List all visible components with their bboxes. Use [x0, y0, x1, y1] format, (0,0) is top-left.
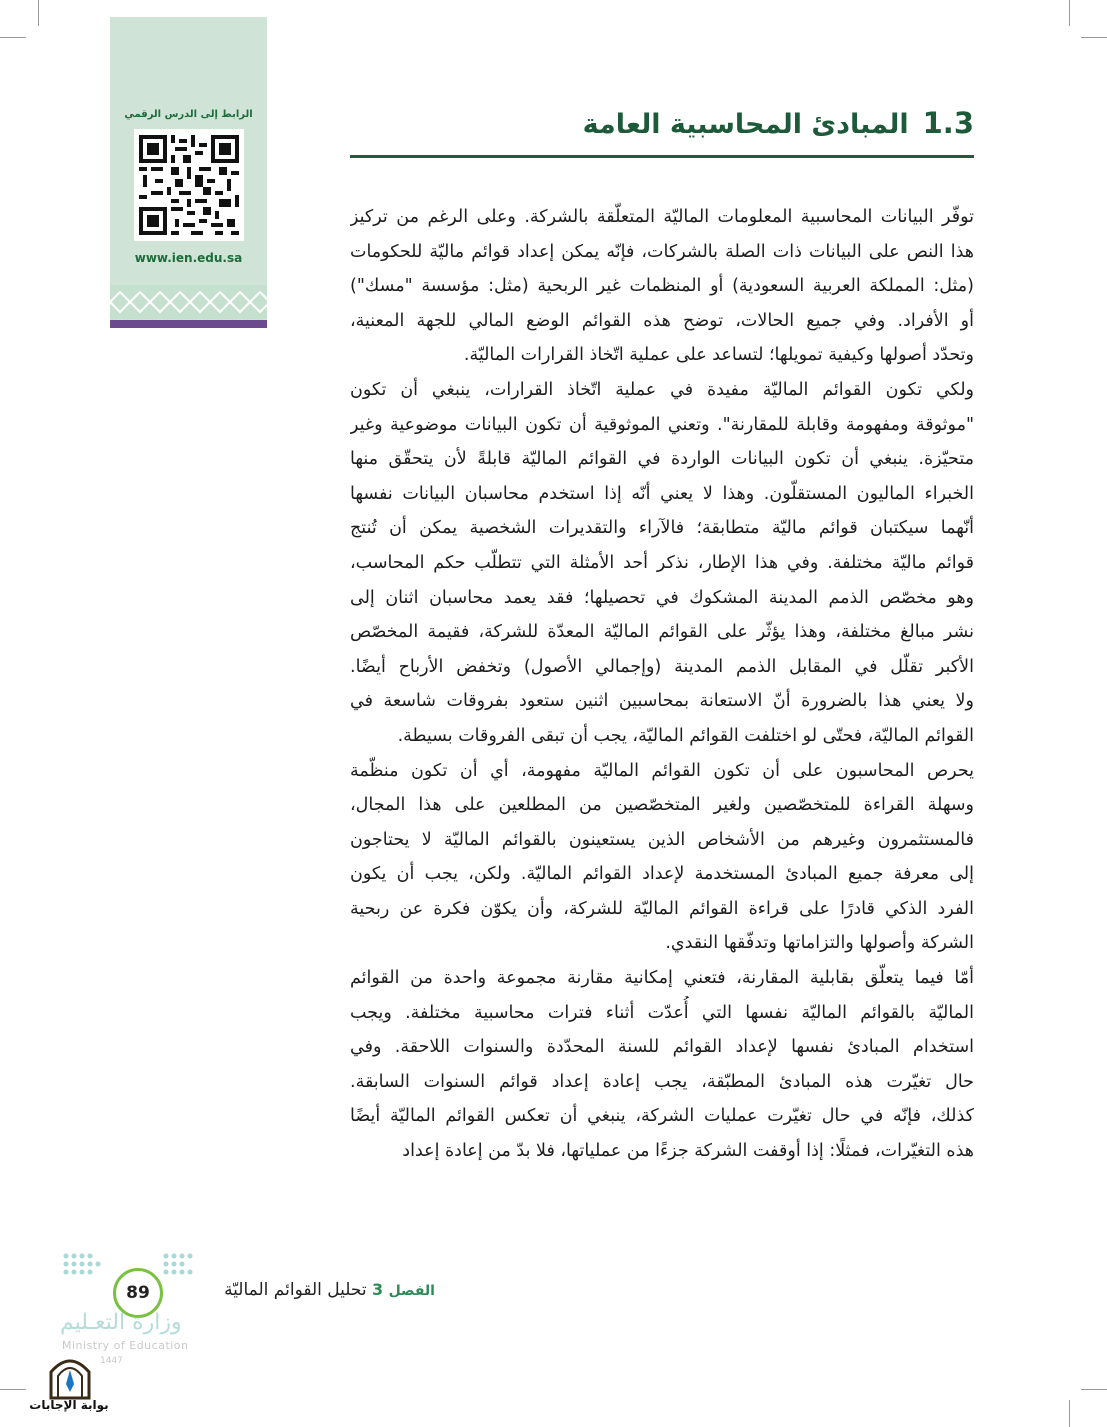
body-line: (مثل: المملكة العربية السعودية) أو المنظمات غير الربحية (مثل: مؤسسة "مسك") — [350, 276, 974, 297]
gate-logo-icon — [45, 1350, 95, 1400]
crop-mark — [1069, 1400, 1070, 1427]
crop-mark — [0, 1389, 26, 1390]
body-line: الخبراء الماليون المستقلّون. وهذا لا يعني أنّه إذا استخدم محاسبان البيانات نفسها — [350, 483, 974, 504]
body-line: حال تغيّرت هذه المبادئ المطبّقة، يجب إعادة إعداد قوائم السنوات السابقة. — [350, 1071, 974, 1092]
ministry-year: 1447 — [100, 1356, 123, 1366]
ministry-name-english: Ministry of Education — [62, 1339, 189, 1352]
body-line: وتحدّد أصولها وكيفية تمويلها؛ لتساعد على عملية اتّخاذ القرارات الماليّة. — [463, 345, 974, 366]
ministry-name-arabic: وزارة التعـليم — [60, 1310, 182, 1335]
qr-code[interactable] — [134, 129, 244, 241]
section-heading — [350, 106, 974, 154]
body-line: فالمستثمرون وغيرهم من الأشخاص الذين يستعينون بالقوائم الماليّة لا يحتاجون — [350, 829, 974, 850]
page-number: 89 — [113, 1268, 163, 1318]
chapter-number: 3 — [372, 1280, 384, 1299]
chapter-label: الفصل — [388, 1283, 435, 1299]
section-number: 1.3 — [922, 106, 974, 140]
section-title: المبادئ المحاسبية العامة — [582, 109, 909, 140]
qr-code-icon — [139, 134, 239, 236]
crop-mark — [1081, 1389, 1107, 1390]
body-line: إلى معرفة جميع المبادئ المستخدمة لإعداد القوائم الماليّة. ولكن، يجب أن يكون — [350, 864, 974, 885]
body-line: الشركة وأصولها والتزاماتها وتدفّقها النقدي. — [665, 933, 974, 954]
digital-lesson-label: الرابط إلى الدرس الرقمي — [124, 109, 253, 120]
body-line: أو الأفراد. وفي جميع الحالات، توضح هذه القوائم الوضع المالي للجهة المعنية، — [350, 310, 974, 331]
body-line: نشر مبالغ مختلفة، وهذا يؤثّر على القوائم الماليّة المعدّة للشركة، فقيمة المخصّص — [350, 622, 974, 643]
lesson-url-link[interactable]: www.ien.edu.sa — [134, 251, 243, 265]
body-line: استخدام المبادئ نفسها لإعداد القوائم للسنة المحدّدة والسنوات اللاحقة. وفي — [350, 1037, 974, 1058]
body-line: الفرد الذكي قادرًا على قراءة القوائم الماليّة للشركة، وأن يكوّن فكرة عن ربحية — [350, 898, 974, 919]
body-line: كذلك، فإنّه في حال تغيّرت عمليات الشركة، ينبغي أن تعكس القوائم الماليّة أيضًا — [350, 1106, 974, 1127]
body-line: يحرص المحاسبون على أن تكون القوائم الماليّة مفهومة، أي أن تكون منظّمة — [350, 760, 974, 781]
body-line: هذا النص على البيانات ذات الصلة بالشركات، فإنّه يمكن إعداد قوائم ماليّة للحكومات — [350, 241, 974, 262]
body-line: توفّر البيانات المحاسبية المعلومات الماليّة المتعلّقة بالشركة. وعلى الرغم من تركيز — [350, 207, 974, 227]
body-line: وسهلة القراءة للمتخصّصين ولغير المتخصّصين من المطلعين على هذا المجال، — [350, 795, 974, 816]
body-line: أمّا فيما يتعلّق بقابلية المقارنة، فتعني إمكانية مقارنة مجموعة واحدة من القوائم — [350, 968, 974, 989]
body-line: الأكبر تقلّل في المقابل الذمم المدينة (وإجمالي الأصول) وتخفض الأرباح أيضًا. — [350, 656, 974, 677]
body-line: قوائم ماليّة مختلفة. وفي هذا الإطار، نذكر أحد الأمثلة التي تتطلّب حكم المحاسب، — [350, 552, 974, 573]
crop-mark — [1069, 0, 1070, 26]
chapter-title: تحليل القوائم الماليّة — [224, 1280, 367, 1300]
body-text — [350, 200, 974, 1169]
decorative-pattern — [110, 285, 267, 319]
body-line: أنّهما سيكتبان قوائم ماليّة متطابقة؛ فالآراء والتقديرات الشخصية يمكن أن تُنتج — [350, 518, 974, 539]
body-line: هذه التغيّرات، فمثلًا: إذا أوقفت الشركة جزءًا من عملياتها، فلا بدّ من إعادة إعداد — [402, 1141, 974, 1162]
crop-mark — [38, 0, 39, 26]
body-line: متحيّزة. ينبغي أن تكون البيانات الواردة في القوائم الماليّة قابلةً لأن يتحقّق منها — [350, 449, 974, 470]
body-line: ولكي تكون القوائم الماليّة مفيدة في عملية اتّخاذ القرارات، ينبغي أن تكون — [350, 379, 974, 400]
purple-band — [110, 320, 267, 328]
crop-mark — [1081, 37, 1107, 38]
body-line: القوائم الماليّة، فحتّى لو اختلفت القوائم الماليّة، يجب أن تبقى الفروقات بسيطة. — [397, 725, 974, 746]
watermark-text: بوابة الإجابات — [29, 1398, 109, 1412]
body-line: وهو مخصّص الذمم المدينة المشكوك في تحصيلها؛ فقد يعمد محاسبان اثنان إلى — [350, 587, 974, 608]
body-line: الماليّة بالقوائم الماليّة نفسها التي أُعدّت أثناء فترات محاسبية مختلفة. ويجب — [350, 1002, 974, 1023]
body-line: "موثوقة ومفهومة وقابلة للمقارنة". وتعني الموثوقية أن تكون البيانات موضوعية وغير — [350, 414, 974, 435]
crop-mark — [0, 37, 26, 38]
heading-underline — [350, 155, 974, 158]
digital-lesson-box — [110, 17, 267, 328]
body-line: ولا يعني هذا بالضرورة أنّ الاستعانة بمحاسبين اثنين ستعود بفروقات شاسعة في — [350, 691, 974, 712]
chapter-footer — [190, 1280, 435, 1306]
